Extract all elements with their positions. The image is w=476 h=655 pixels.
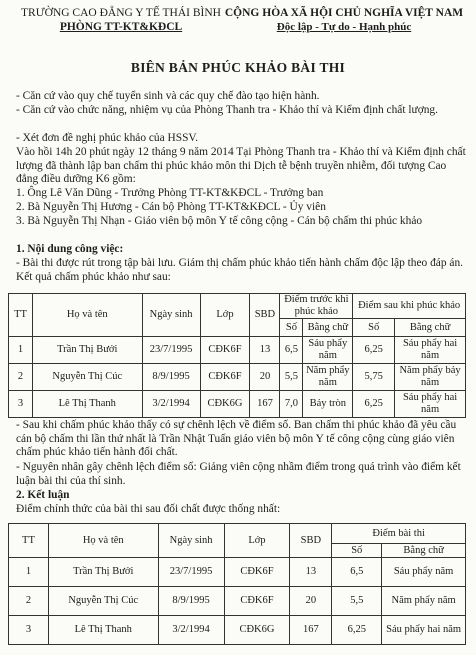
col-header-score: Điểm bài thi <box>332 524 466 544</box>
table-row <box>9 364 466 391</box>
section2-text: Điểm chính thức của bài thi sau đối chất được thống nhất: <box>16 503 281 515</box>
col-header-words: Bằng chữ <box>382 544 466 558</box>
cell-name: Trần Thị Bưởi <box>32 337 142 364</box>
cell-before-words: Bảy tròn <box>303 391 353 418</box>
col-header-words: Bằng chữ <box>303 319 353 337</box>
document-title: BIÊN BẢN PHÚC KHẢO BÀI THI <box>130 60 346 75</box>
cell-class: CĐK6G <box>224 616 290 645</box>
col-header-dob: Ngày sinh <box>158 524 224 558</box>
table-row <box>9 391 466 418</box>
col-header-class: Lớp <box>224 524 290 558</box>
col-header-words: Bằng chữ <box>395 319 466 337</box>
intro-line: - Xét đơn đề nghị phúc khảo của HSSV. <box>16 132 199 144</box>
cell-dob: 3/2/1994 <box>142 391 200 418</box>
cell-tt: 1 <box>9 337 33 364</box>
col-header-num: Số <box>280 319 303 337</box>
cell-before-words: Năm phẩy năm <box>303 364 353 391</box>
cell-num: 5,5 <box>332 587 382 616</box>
table-row <box>9 337 466 364</box>
col-header-tt: TT <box>9 294 33 337</box>
cell-after-words: Sáu phẩy hai năm <box>395 337 466 364</box>
table-row <box>9 616 466 645</box>
cell-tt: 1 <box>9 558 49 587</box>
cell-after-words: Sáu phẩy hai năm <box>395 391 466 418</box>
col-header-after: Điểm sau khi phúc khảo <box>353 294 466 319</box>
cell-dob: 3/2/1994 <box>158 616 224 645</box>
nation-motto: Độc lập - Tự do - Hạnh phúc <box>276 21 412 33</box>
cell-before-num: 7,0 <box>280 391 303 418</box>
cell-name: Lê Thị Thanh <box>48 616 158 645</box>
cell-sbd: 167 <box>290 616 332 645</box>
review-results-table <box>8 293 466 418</box>
dept-name: PHÒNG TT-KT&KĐCL <box>59 21 183 33</box>
cell-sbd: 13 <box>250 337 280 364</box>
col-header-before: Điểm trước khi phúc khảo <box>280 294 353 319</box>
intro-paragraph: Vào hồi 14h 20 phút ngày 12 tháng 9 năm 2014 Tại Phòng Thanh tra - Khảo thí và Kiểm định chất lượng đã thành lập ban chấm thi phúc khảo môn thi Dịch tễ bệnh truyền nhiễm, đối tượng Cao đẳng điều dưỡng K6 gồm: <box>16 146 466 186</box>
issuer-header <box>16 6 226 34</box>
intro-line: - Căn cứ vào quy chế tuyển sinh và các quy chế đào tạo hiện hành. <box>16 90 320 102</box>
col-header-num: Số <box>353 319 395 337</box>
cell-after-num: 5,75 <box>353 364 395 391</box>
cell-after-num: 6,25 <box>353 391 395 418</box>
col-header-tt: TT <box>9 524 49 558</box>
cell-num: 6,25 <box>332 616 382 645</box>
cell-dob: 8/9/1995 <box>142 364 200 391</box>
member-line: 2. Bà Nguyễn Thị Hương - Cán bộ Phòng TT-KT&KĐCL - Ủy viên <box>16 201 326 213</box>
table-row <box>9 558 466 587</box>
final-scores-table <box>8 523 466 645</box>
cell-tt: 2 <box>9 364 33 391</box>
cell-words: Năm phẩy năm <box>382 587 466 616</box>
cell-name: Nguyễn Thị Cúc <box>32 364 142 391</box>
cell-name: Lê Thị Thanh <box>32 391 142 418</box>
cell-before-num: 6,5 <box>280 337 303 364</box>
cell-class: CĐK6F <box>200 364 250 391</box>
col-header-dob: Ngày sinh <box>142 294 200 337</box>
cell-dob: 23/7/1995 <box>142 337 200 364</box>
cell-sbd: 13 <box>290 558 332 587</box>
member-line: 3. Bà Nguyễn Thị Nhạn - Giáo viên bộ môn Y tế công cộng - Cán bộ chấm thi phúc khảo <box>16 215 423 227</box>
cell-sbd: 20 <box>250 364 280 391</box>
col-header-class: Lớp <box>200 294 250 337</box>
col-header-name: Họ và tên <box>32 294 142 337</box>
cell-words: Sáu phẩy năm <box>382 558 466 587</box>
member-line: 1. Ông Lê Văn Dũng - Trưởng Phòng TT-KT&KĐCL - Trưởng ban <box>16 187 324 199</box>
cell-name: Nguyễn Thị Cúc <box>48 587 158 616</box>
cell-sbd: 167 <box>250 391 280 418</box>
cell-class: CĐK6F <box>224 558 290 587</box>
cell-dob: 23/7/1995 <box>158 558 224 587</box>
cell-tt: 3 <box>9 391 33 418</box>
col-header-sbd: SBD <box>250 294 280 337</box>
cell-after-num: 6,25 <box>353 337 395 364</box>
cell-after-words: Năm phẩy bảy năm <box>395 364 466 391</box>
cell-tt: 3 <box>9 616 49 645</box>
cell-class: CĐK6F <box>224 587 290 616</box>
cell-class: CĐK6G <box>200 391 250 418</box>
cell-sbd: 20 <box>290 587 332 616</box>
cause-text: - Nguyên nhân gây chênh lệch điểm số: Giảng viên cộng nhầm điểm trong quá trình vào điểm kết luận bài thi của thí sinh. <box>16 461 461 487</box>
cell-num: 6,5 <box>332 558 382 587</box>
col-header-num: Số <box>332 544 382 558</box>
cell-dob: 8/9/1995 <box>158 587 224 616</box>
intro-line: - Căn cứ vào chức năng, nhiệm vụ của Phòng Thanh tra - Khảo thí và Kiểm định chất lượng. <box>16 104 438 116</box>
nation-header <box>216 6 472 34</box>
table-row <box>9 587 466 616</box>
section2-heading: 2. Kết luận <box>16 489 70 501</box>
org-name: TRƯỜNG CAO ĐẲNG Y TẾ THÁI BÌNH <box>21 7 221 19</box>
discrepancy-text: - Sau khi chấm phúc khảo thấy có sự chênh lệch về điểm số. Ban chấm thi phúc khảo đã yêu cầu cán bộ chấm thi lần thứ nhất là Trần Nhật Tuấn giáo viên bộ môn Y tế công cộng cùng giáo viên chấm phúc khảo tiến hành đối chất. <box>16 419 457 459</box>
section1-text: - Bài thi được rút trong tập bài lưu. Giám thị chấm phúc khảo tiến hành chấm độc lập theo đáp án. Kết quả chấm phúc khảo như sau: <box>16 257 463 283</box>
nation-name: CỘNG HÒA XÃ HỘI CHỦ NGHĨA VIỆT NAM <box>224 7 464 19</box>
section1-heading: 1. Nội dung công việc: <box>16 243 124 255</box>
col-header-name: Họ và tên <box>48 524 158 558</box>
cell-tt: 2 <box>9 587 49 616</box>
cell-before-words: Sáu phẩy năm <box>303 337 353 364</box>
cell-before-num: 5,5 <box>280 364 303 391</box>
cell-name: Trần Thị Bưởi <box>48 558 158 587</box>
cell-words: Sáu phẩy hai năm <box>382 616 466 645</box>
cell-class: CĐK6F <box>200 337 250 364</box>
col-header-sbd: SBD <box>290 524 332 558</box>
